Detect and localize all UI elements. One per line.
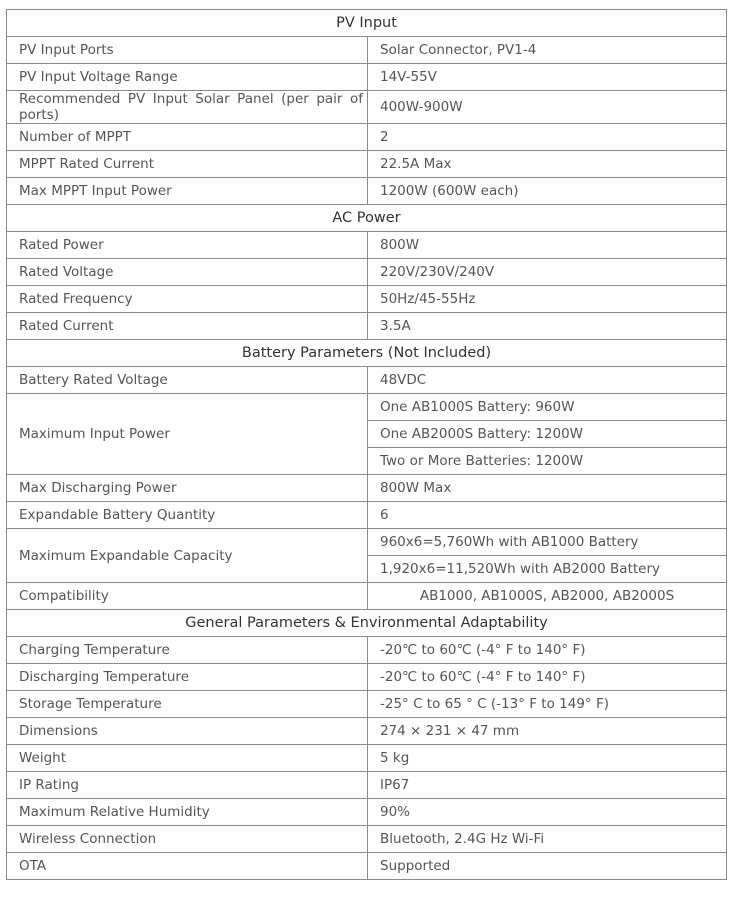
spec-row bbox=[7, 502, 727, 529]
spec-row bbox=[7, 37, 727, 64]
section-title-general-parameters-environmental-adaptability: General Parameters & Environmental Adaptability bbox=[7, 610, 727, 637]
spec-label-mppt-rated-current: MPPT Rated Current bbox=[7, 151, 368, 178]
spec-label-charging-temperature: Charging Temperature bbox=[7, 637, 368, 664]
spec-value-maximum-relative-humidity: 90% bbox=[368, 799, 727, 826]
spec-label-recommended-pv-input-solar-panel-per-pair-of-ports: Recommended PV Input Solar Panel (per pair of ports) bbox=[7, 91, 368, 124]
spec-row bbox=[7, 691, 727, 718]
spec-label-ota: OTA bbox=[7, 853, 368, 880]
spec-row bbox=[7, 124, 727, 151]
spec-label-maximum-expandable-capacity: Maximum Expandable Capacity bbox=[7, 529, 368, 583]
spec-row bbox=[7, 853, 727, 880]
spec-label-maximum-relative-humidity: Maximum Relative Humidity bbox=[7, 799, 368, 826]
spec-label-max-discharging-power: Max Discharging Power bbox=[7, 475, 368, 502]
spec-label-storage-temperature: Storage Temperature bbox=[7, 691, 368, 718]
spec-value-rated-power: 800W bbox=[368, 232, 727, 259]
spec-value-wireless-connection: Bluetooth, 2.4G Hz Wi-Fi bbox=[368, 826, 727, 853]
spec-row bbox=[7, 151, 727, 178]
spec-value-recommended-pv-input-solar-panel-per-pair-of-ports: 400W-900W bbox=[368, 91, 727, 124]
spec-row bbox=[7, 178, 727, 205]
spec-value-max-mppt-input-power: 1200W (600W each) bbox=[368, 178, 727, 205]
spec-label-pv-input-ports: PV Input Ports bbox=[7, 37, 368, 64]
spec-table-container bbox=[6, 9, 726, 880]
spec-row bbox=[7, 64, 727, 91]
section-header-row bbox=[7, 610, 727, 637]
spec-value-charging-temperature: -20℃ to 60℃ (-4° F to 140° F) bbox=[368, 637, 727, 664]
spec-value-ip-rating: IP67 bbox=[368, 772, 727, 799]
section-title-battery-parameters-not-included: Battery Parameters (Not Included) bbox=[7, 340, 727, 367]
spec-row bbox=[7, 286, 727, 313]
spec-row bbox=[7, 91, 727, 124]
spec-label-discharging-temperature: Discharging Temperature bbox=[7, 664, 368, 691]
spec-label-battery-rated-voltage: Battery Rated Voltage bbox=[7, 367, 368, 394]
spec-value-maximum-expandable-capacity: 960x6=5,760Wh with AB1000 Battery bbox=[368, 529, 727, 556]
section-header-row bbox=[7, 340, 727, 367]
spec-row bbox=[7, 745, 727, 772]
spec-value-pv-input-voltage-range: 14V-55V bbox=[368, 64, 727, 91]
spec-row bbox=[7, 394, 727, 421]
spec-row bbox=[7, 799, 727, 826]
spec-value-rated-current: 3.5A bbox=[368, 313, 727, 340]
spec-row bbox=[7, 583, 727, 610]
spec-label-compatibility: Compatibility bbox=[7, 583, 368, 610]
spec-value-maximum-expandable-capacity: 1,920x6=11,520Wh with AB2000 Battery bbox=[368, 556, 727, 583]
section-title-ac-power: AC Power bbox=[7, 205, 727, 232]
section-header-row bbox=[7, 10, 727, 37]
spec-value-compatibility: AB1000, AB1000S, AB2000, AB2000S bbox=[368, 583, 727, 610]
spec-table bbox=[6, 9, 727, 880]
spec-label-rated-power: Rated Power bbox=[7, 232, 368, 259]
section-header-row bbox=[7, 205, 727, 232]
spec-label-pv-input-voltage-range: PV Input Voltage Range bbox=[7, 64, 368, 91]
spec-label-weight: Weight bbox=[7, 745, 368, 772]
spec-table-body bbox=[7, 10, 727, 880]
spec-value-mppt-rated-current: 22.5A Max bbox=[368, 151, 727, 178]
spec-row bbox=[7, 826, 727, 853]
spec-value-max-discharging-power: 800W Max bbox=[368, 475, 727, 502]
spec-label-maximum-input-power: Maximum Input Power bbox=[7, 394, 368, 475]
spec-value-storage-temperature: -25° C to 65 ° C (-13° F to 149° F) bbox=[368, 691, 727, 718]
spec-value-rated-frequency: 50Hz/45-55Hz bbox=[368, 286, 727, 313]
spec-value-maximum-input-power: Two or More Batteries: 1200W bbox=[368, 448, 727, 475]
spec-value-expandable-battery-quantity: 6 bbox=[368, 502, 727, 529]
section-title-pv-input: PV Input bbox=[7, 10, 727, 37]
spec-value-ota: Supported bbox=[368, 853, 727, 880]
spec-label-dimensions: Dimensions bbox=[7, 718, 368, 745]
spec-value-battery-rated-voltage: 48VDC bbox=[368, 367, 727, 394]
spec-row bbox=[7, 367, 727, 394]
spec-value-weight: 5 kg bbox=[368, 745, 727, 772]
spec-label-ip-rating: IP Rating bbox=[7, 772, 368, 799]
spec-label-rated-current: Rated Current bbox=[7, 313, 368, 340]
spec-row bbox=[7, 259, 727, 286]
spec-label-expandable-battery-quantity: Expandable Battery Quantity bbox=[7, 502, 368, 529]
spec-label-max-mppt-input-power: Max MPPT Input Power bbox=[7, 178, 368, 205]
spec-label-rated-frequency: Rated Frequency bbox=[7, 286, 368, 313]
spec-row bbox=[7, 637, 727, 664]
spec-row bbox=[7, 313, 727, 340]
spec-label-wireless-connection: Wireless Connection bbox=[7, 826, 368, 853]
spec-value-number-of-mppt: 2 bbox=[368, 124, 727, 151]
spec-row bbox=[7, 529, 727, 556]
spec-value-pv-input-ports: Solar Connector, PV1-4 bbox=[368, 37, 727, 64]
spec-row bbox=[7, 664, 727, 691]
spec-value-discharging-temperature: -20℃ to 60℃ (-4° F to 140° F) bbox=[368, 664, 727, 691]
spec-row bbox=[7, 475, 727, 502]
spec-label-number-of-mppt: Number of MPPT bbox=[7, 124, 368, 151]
spec-label-rated-voltage: Rated Voltage bbox=[7, 259, 368, 286]
spec-value-dimensions: 274 × 231 × 47 mm bbox=[368, 718, 727, 745]
spec-row bbox=[7, 772, 727, 799]
spec-value-rated-voltage: 220V/230V/240V bbox=[368, 259, 727, 286]
spec-row bbox=[7, 232, 727, 259]
spec-row bbox=[7, 718, 727, 745]
spec-value-maximum-input-power: One AB1000S Battery: 960W bbox=[368, 394, 727, 421]
spec-value-maximum-input-power: One AB2000S Battery: 1200W bbox=[368, 421, 727, 448]
